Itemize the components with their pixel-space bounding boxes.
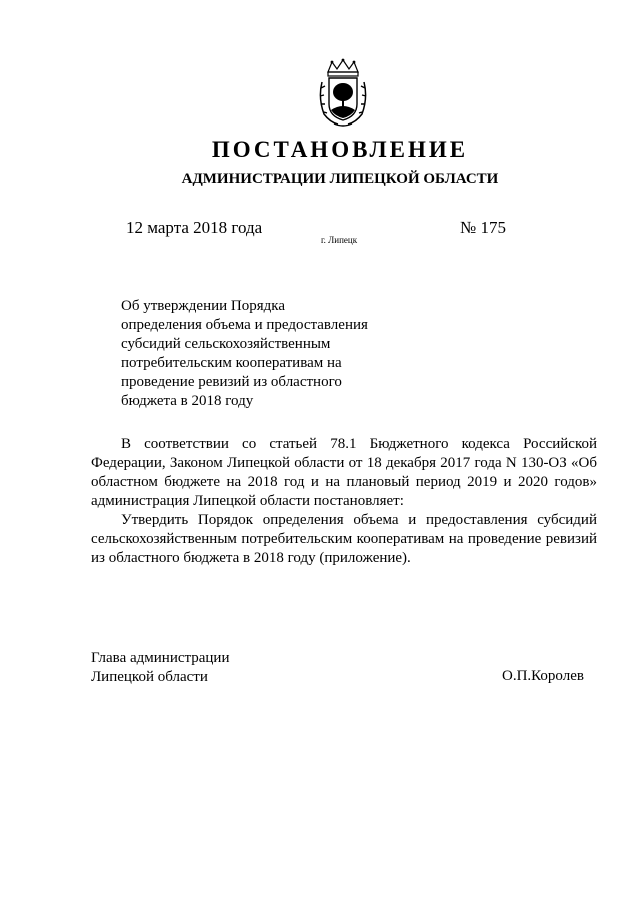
signatory-position bbox=[91, 649, 229, 687]
document-date: 12 марта 2018 года bbox=[126, 218, 263, 237]
signatory-position-line: Глава администрации bbox=[91, 650, 230, 666]
document-subject bbox=[121, 297, 368, 411]
signatory-name: О.П.Королев bbox=[502, 668, 584, 684]
subject-line: определения объема и предоставления bbox=[121, 317, 368, 333]
document-body bbox=[91, 435, 597, 568]
subject-line: потребительским кооперативам на bbox=[121, 355, 342, 371]
document-title: ПОСТАНОВЛЕНИЕ bbox=[211, 137, 469, 162]
subject-line: проведение ревизий из областного bbox=[121, 374, 342, 390]
subject-line: бюджета в 2018 году bbox=[121, 393, 254, 409]
subject-line: субсидий сельскохозяйственным bbox=[121, 336, 331, 352]
signatory-position-line: Липецкой области bbox=[91, 669, 208, 685]
coat-of-arms-icon bbox=[318, 58, 368, 130]
document-city: г. Липецк bbox=[321, 235, 358, 245]
subject-line: Об утверждении Порядка bbox=[121, 298, 285, 314]
document-issuer: АДМИНИСТРАЦИИ ЛИПЕЦКОЙ ОБЛАСТИ bbox=[181, 171, 499, 187]
body-paragraph-preamble: В соответствии со статьей 78.1 Бюджетного кодекса Российской Федерации, Законом Липецкой области от 18 декабря 2017 года N 130-ОЗ «Об областном бюджете на 2018 год и на плановый период 2019 и 2020 годов» администрация Липецкой области постановляет: bbox=[91, 436, 597, 509]
document-number: № 175 bbox=[460, 218, 506, 237]
body-paragraph-resolution: Утвердить Порядок определения объема и предоставления субсидий сельскохозяйственным потребительским кооперативам на проведение ревизий из областного бюджета в 2018 году (приложение). bbox=[91, 512, 597, 566]
